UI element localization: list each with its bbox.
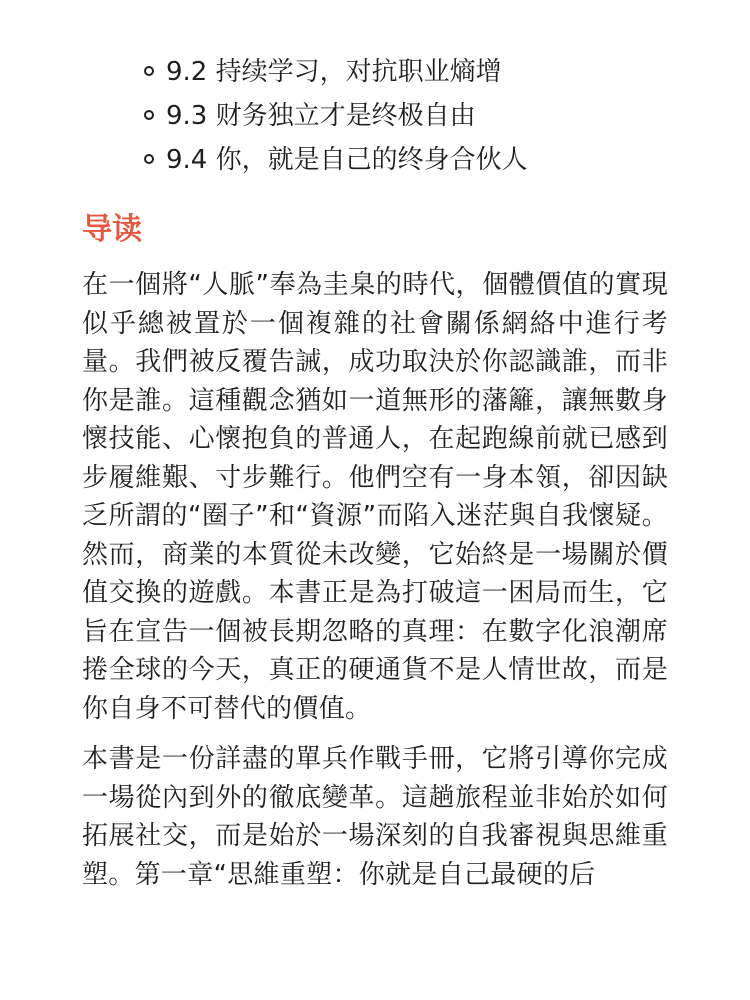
toc-item[interactable] xyxy=(166,94,668,138)
toc-list xyxy=(166,50,668,182)
circle-bullet-icon xyxy=(144,110,154,120)
toc-item-label: 9.4 你，就是自己的终身合伙人 xyxy=(166,145,528,175)
toc-item-label: 9.2 持续学习，对抗职业熵增 xyxy=(166,57,502,87)
section-heading: 导读 xyxy=(82,212,142,247)
body-paragraph: 在一個將“人脈”奉為圭臬的時代，個體價值的實現似乎總被置於一個複雜的社會關係網絡中進行考量。我們被反覆告誡，成功取決於你認識誰，而非你是誰。這種觀念猶如一道無形的藩籬，讓無數身懷技能、心懷抱負的普通人，在起跑線前就已感到步履維艱、寸步難行。他們空有一身本領，卻因缺乏所謂的“圈子”和“資源”而陷入迷茫與自我懷疑。然而，商業的本質從未改變，它始終是一場關於價值交換的遊戲。本書正是為打破這一困局而生，它旨在宣告一個被長期忽略的真理：在數字化浪潮席捲全球的今天，真正的硬通貨不是人情世故，而是你自身不可替代的價值。 xyxy=(82,270,668,724)
toc-item[interactable] xyxy=(166,138,668,182)
circle-bullet-icon xyxy=(144,66,154,76)
circle-bullet-icon xyxy=(144,154,154,164)
toc-item[interactable] xyxy=(166,50,668,94)
toc-item-label: 9.3 财务独立才是终极自由 xyxy=(166,101,476,131)
body-paragraph: 本書是一份詳盡的單兵作戰手冊，它將引導你完成一場從內到外的徹底變革。這趟旅程並非始於如何拓展社交，而是始於一場深刻的自我審視與思維重塑。第一章“思維重塑：你就是自己最硬的后 xyxy=(82,744,668,890)
